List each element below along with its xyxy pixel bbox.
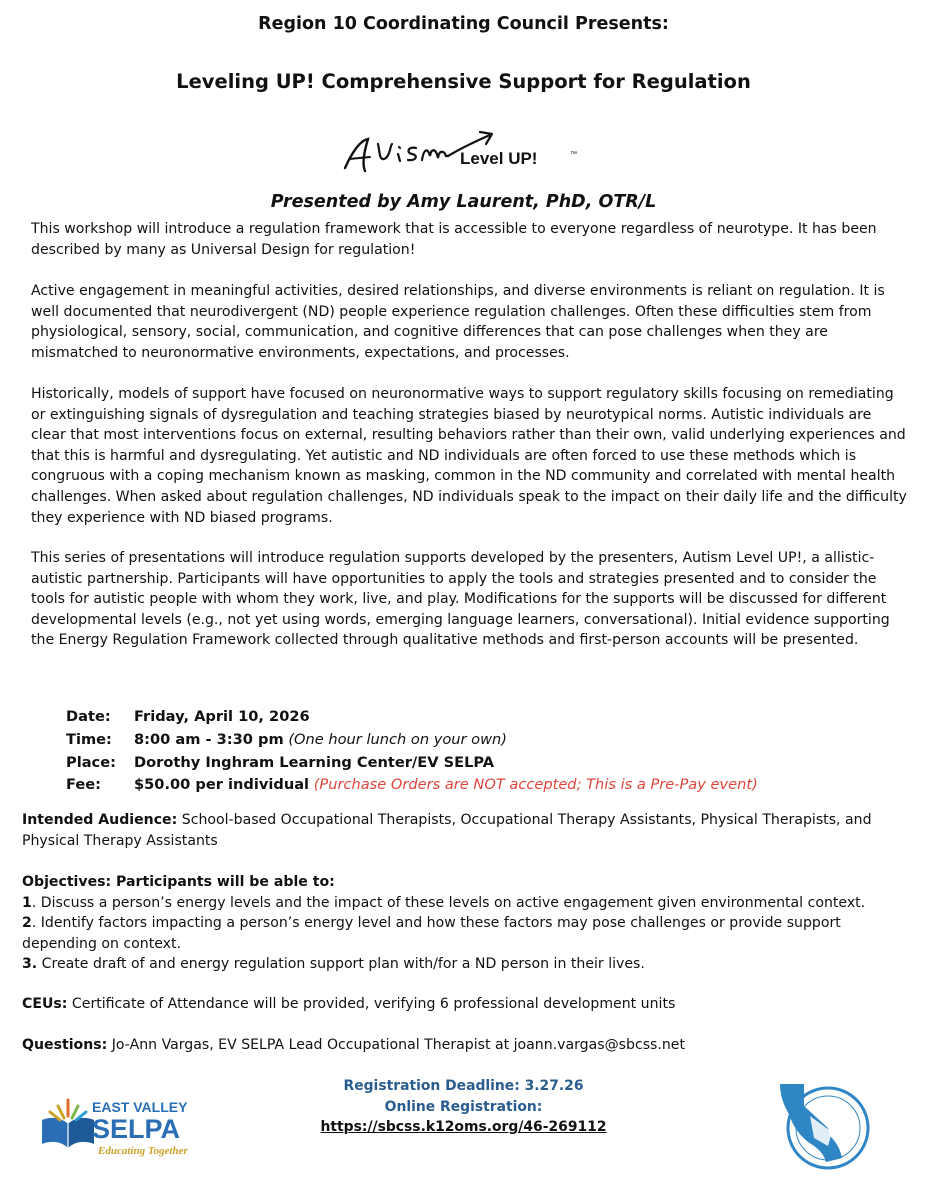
questions-text: Jo-Ann Vargas, EV SELPA Lead Occupational Therapist at joann.vargas@sbcss.net xyxy=(107,1037,685,1053)
fee-note: (Purchase Orders are NOT accepted; This is a Pre-Pay event) xyxy=(313,776,758,794)
objective-text: . Discuss a person’s energy levels and the impact of these levels on active engagement given environmental context. xyxy=(31,894,866,911)
event-details xyxy=(66,706,758,797)
audience-label: Intended Audience: xyxy=(22,812,178,828)
place-value: Dorothy Inghram Learning Center/EV SELPA xyxy=(134,753,495,771)
california-seal-graphic xyxy=(770,1076,880,1176)
objective-number: 1 xyxy=(22,894,32,911)
date-value: Friday, April 10, 2026 xyxy=(134,708,310,725)
workshop-title: Leveling UP! Comprehensive Support for Regulation xyxy=(176,70,751,93)
fee-row xyxy=(66,774,758,797)
registration-link[interactable]: https://sbcss.k12oms.org/46-269112 xyxy=(320,1119,607,1135)
objectives-section xyxy=(22,872,912,975)
region-10-seal xyxy=(770,1076,880,1176)
logo-level-up-text: Level UP! xyxy=(460,149,538,168)
objective-number: 3. xyxy=(22,956,38,973)
intro-paragraph-4: This series of presentations will introduce regulation supports developed by the presenters, Autism Level UP!, a allistic-autistic partnership. Participants will have opportunities to apply the tools and strategies presented and to consider the tools for autistic people with whom they work, live, and play. Modifications for the supports will be discussed for different developmental levels (e.g., not yet using words, emerging language learners, conversational). Initial evidence supporting the Energy Regulation Framework collected through qualitative methods and first-person accounts will be presented. xyxy=(31,550,890,649)
date-label: Date: xyxy=(66,708,111,725)
objective-item xyxy=(22,954,912,975)
time-note: (One hour lunch on your own) xyxy=(288,730,507,748)
objectives-heading: Objectives: Participants will be able to: xyxy=(22,874,335,890)
fee-label: Fee: xyxy=(66,776,102,794)
autism-logo-graphic xyxy=(340,126,590,182)
place-label: Place: xyxy=(66,753,116,771)
questions-label: Questions: xyxy=(22,1037,108,1053)
time-value: 8:00 am - 3:30 pm xyxy=(134,730,284,748)
presents-heading: Region 10 Coordinating Council Presents: xyxy=(258,14,669,34)
fee-value: $50.00 per individual xyxy=(134,776,310,794)
ceus-label: CEUs: xyxy=(22,996,68,1012)
objective-text: . Identify factors impacting a person’s energy level and how these factors may pose challenges or provide support depending on context. xyxy=(22,915,841,952)
registration-block xyxy=(300,1076,627,1138)
objective-number: 2 xyxy=(22,915,32,932)
selpa-tagline: Educating Together xyxy=(98,1145,188,1157)
intro-paragraph-2: Active engagement in meaningful activities, desired relationships, and diverse environments is reliant on regulation. It is well documented that neurodivergent (ND) people experience regulation challenges. Often these difficulties stem from physiological, sensory, social, communication, and cognitive differences that can pose challenges when they are mismatched to neuronormative environments, expectations, and processes. xyxy=(31,283,885,361)
online-registration-label: Online Registration: xyxy=(384,1098,543,1115)
registration-deadline: Registration Deadline: 3.27.26 xyxy=(343,1078,584,1094)
time-label: Time: xyxy=(66,730,112,748)
ceus-line xyxy=(22,994,912,1015)
logo-trademark: ™ xyxy=(570,151,577,158)
audience-text: School-based Occupational Therapists, Occupational Therapy Assistants, Physical Therapists, and Physical Therapy Assistants xyxy=(22,812,872,849)
objective-item xyxy=(22,893,912,914)
presenter-line: Presented by Amy Laurent, PhD, OTR/L xyxy=(270,192,657,212)
questions-line xyxy=(22,1035,912,1056)
objective-text: Create draft of and energy regulation support plan with/for a ND person in their lives. xyxy=(37,956,645,973)
ceus-text: Certificate of Attendance will be provided, verifying 6 professional development units xyxy=(67,996,676,1012)
selpa-line2: SELPA xyxy=(92,1114,181,1144)
selpa-logo-graphic xyxy=(38,1090,208,1160)
autism-level-up-logo xyxy=(340,126,590,182)
time-row xyxy=(66,729,758,752)
place-row xyxy=(66,752,758,775)
east-valley-selpa-logo xyxy=(38,1090,208,1160)
selpa-line1: EAST VALLEY xyxy=(92,1099,188,1115)
intro-paragraph-1: This workshop will introduce a regulation framework that is accessible to everyone regardless of neurotype. It has been described by many as Universal Design for regulation! xyxy=(31,221,877,258)
objective-item xyxy=(22,913,912,954)
date-row xyxy=(66,706,758,729)
intro-paragraph-3: Historically, models of support have focused on neuronormative ways to support regulatory skills focusing on remediating or extinguishing signals of dysregulation and teaching strategies biased by neurotypical norms. Autistic individuals are clear that most interventions focus on external, resulting behaviors rather than their own, valid underlying experiences and that this is harmful and dysregulating. Yet autistic and ND individuals are often forced to use these methods which is congruous with a coping mechanism known as masking, common in the ND community and correlated with mental health challenges. When asked about regulation challenges, ND individuals speak to the impact on their daily life and the difficulty they experience with ND biased programs. xyxy=(31,386,907,526)
intended-audience xyxy=(22,810,912,851)
